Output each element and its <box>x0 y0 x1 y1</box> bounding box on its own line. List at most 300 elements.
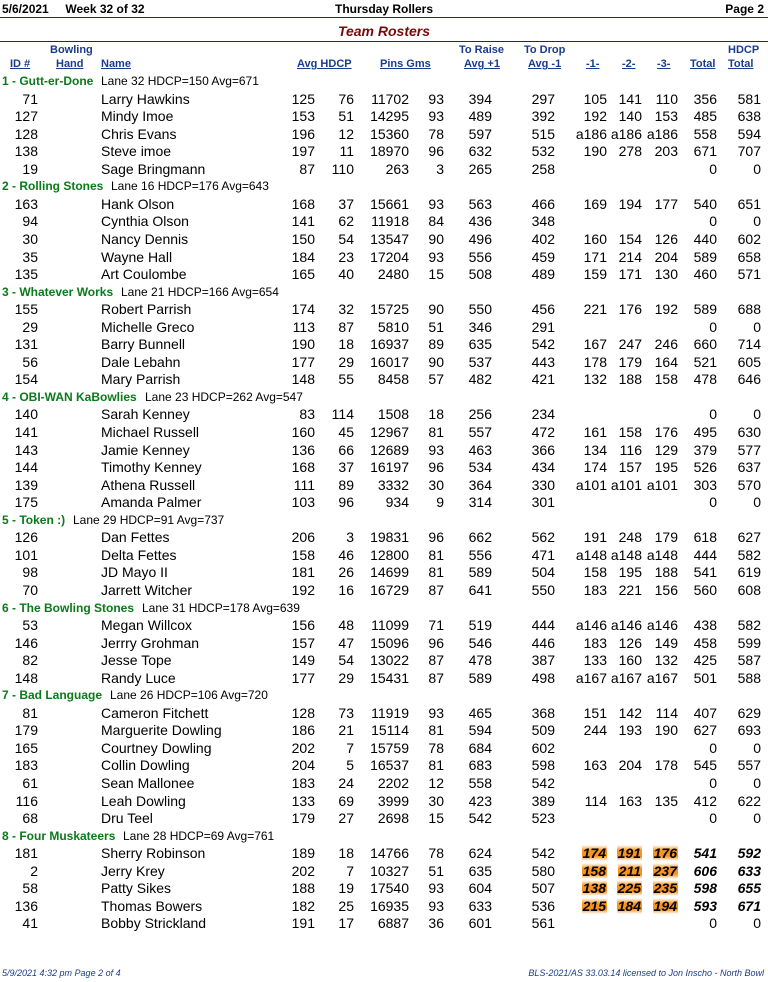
game-2: 157 <box>618 459 642 476</box>
player-row <box>0 705 768 723</box>
game-1: 192 <box>583 108 607 125</box>
hdcp-total: 637 <box>737 459 761 476</box>
player-row <box>0 845 768 863</box>
player-id: 143 <box>14 441 38 458</box>
player-pins: 15661 <box>370 195 409 212</box>
player-id: 30 <box>22 230 38 247</box>
game-1: 114 <box>584 792 607 809</box>
col-game2: -2- <box>622 58 636 70</box>
hdcp-total: 0 <box>753 318 761 335</box>
hdcp-total: 633 <box>737 862 761 879</box>
series-total: 660 <box>693 336 717 353</box>
player-avg: 181 <box>291 564 315 581</box>
player-pins: 12967 <box>370 424 409 440</box>
to-raise-avg: 633 <box>468 897 492 914</box>
player-hdcp: 19 <box>338 880 354 897</box>
team-info: Lane 21 HDCP=166 Avg=654 <box>121 284 279 299</box>
player-row <box>0 494 768 512</box>
player-pins: 11918 <box>371 213 409 230</box>
player-avg: 87 <box>299 160 315 177</box>
to-drop-avg: 421 <box>531 371 555 388</box>
player-id: 81 <box>22 704 38 721</box>
game-2: 248 <box>618 529 642 546</box>
player-name: Leah Dowling <box>101 792 186 809</box>
series-total: 444 <box>693 546 717 563</box>
player-avg: 202 <box>291 862 315 879</box>
player-avg: 168 <box>291 195 315 212</box>
hdcp-total: 0 <box>753 739 761 756</box>
to-raise-avg: 557 <box>468 424 492 440</box>
game-2: 214 <box>618 248 642 265</box>
player-avg: 189 <box>291 845 315 862</box>
player-hdcp: 54 <box>338 230 354 247</box>
team-name: 4 - OBI-WAN KaBowlies <box>2 389 137 404</box>
team-name: 6 - The Bowling Stones <box>2 600 135 615</box>
game-1: 160 <box>583 230 607 247</box>
game-3: 153 <box>654 108 678 125</box>
series-total: 0 <box>709 775 717 791</box>
team-info: Lane 31 HDCP=178 Avg=639 <box>142 600 300 615</box>
player-id: 181 <box>14 845 38 862</box>
to-drop-avg: 434 <box>531 459 555 476</box>
hdcp-total: 592 <box>737 845 761 862</box>
player-row <box>0 108 768 126</box>
player-avg: 196 <box>291 125 315 142</box>
player-avg: 133 <box>291 792 315 809</box>
player-hdcp: 114 <box>331 406 354 423</box>
to-raise-avg: 683 <box>468 757 492 774</box>
player-games: 12 <box>428 775 444 791</box>
player-games: 93 <box>428 90 444 107</box>
player-name: Delta Fettes <box>101 546 177 563</box>
player-id: 58 <box>22 880 38 897</box>
player-hdcp: 54 <box>338 652 354 669</box>
player-avg: 186 <box>291 722 315 739</box>
to-drop-avg: 389 <box>531 792 555 809</box>
player-id: 131 <box>14 336 38 353</box>
player-games: 96 <box>428 459 444 476</box>
to-raise-avg: 635 <box>468 336 492 353</box>
game-1: 178 <box>583 353 607 370</box>
to-drop-avg: 472 <box>531 424 555 440</box>
game-1 <box>573 898 607 914</box>
game-3: a167 <box>646 669 678 686</box>
player-games: 93 <box>428 441 444 458</box>
hdcp-total: 0 <box>753 160 761 177</box>
player-games: 93 <box>428 880 444 897</box>
player-id: 2 <box>30 862 38 879</box>
player-row <box>0 652 768 670</box>
to-raise-avg: 589 <box>468 564 492 581</box>
player-hdcp: 29 <box>338 353 354 370</box>
player-name: Jamie Kenney <box>101 441 190 458</box>
player-row <box>0 459 768 477</box>
player-avg: 148 <box>291 371 315 388</box>
player-hdcp: 40 <box>338 266 354 283</box>
game-3: 129 <box>654 441 678 458</box>
highlighted-score: 225 <box>617 880 641 897</box>
to-raise-avg: 519 <box>468 617 492 634</box>
player-name: Chris Evans <box>101 125 177 142</box>
game-2: 140 <box>618 108 642 125</box>
league-name: Thursday Rollers <box>334 2 434 16</box>
to-drop-avg: 444 <box>531 617 555 634</box>
player-pins: 2698 <box>377 810 409 827</box>
hdcp-total: 582 <box>737 546 761 563</box>
to-drop-avg: 330 <box>531 476 555 493</box>
game-2: 171 <box>618 266 642 283</box>
hdcp-total: 581 <box>737 90 761 107</box>
player-games: 36 <box>428 915 444 932</box>
player-pins: 934 <box>385 494 409 511</box>
game-2: a186 <box>610 125 642 142</box>
team-name: 1 - Gutt-er-Done <box>2 74 94 88</box>
series-total: 458 <box>693 634 717 651</box>
player-avg: 157 <box>291 634 315 651</box>
player-row <box>0 722 768 740</box>
col-hdcp-total: Total <box>728 58 754 70</box>
to-raise-avg: 542 <box>468 810 492 827</box>
player-hdcp: 17 <box>338 915 354 932</box>
player-row <box>0 143 768 161</box>
player-pins: 14295 <box>370 108 409 125</box>
game-1: 190 <box>583 143 607 160</box>
hdcp-total: 671 <box>737 897 761 914</box>
team-info: Lane 28 HDCP=69 Avg=761 <box>123 828 275 843</box>
game-1: 244 <box>583 722 607 739</box>
player-games: 78 <box>428 739 444 756</box>
game-3: 164 <box>654 353 678 370</box>
team-info: Lane 23 HDCP=262 Avg=547 <box>145 389 303 404</box>
player-id: 128 <box>14 125 38 142</box>
player-pins: 13547 <box>370 230 409 247</box>
game-1: 221 <box>583 301 607 318</box>
series-total: 0 <box>709 494 717 511</box>
player-name: Sarah Kenney <box>101 406 190 423</box>
player-avg: 150 <box>291 230 315 247</box>
series-total: 0 <box>709 915 717 932</box>
game-2: 176 <box>618 301 642 318</box>
player-row <box>0 249 768 267</box>
player-row <box>0 775 768 793</box>
series-total: 0 <box>709 406 717 423</box>
to-drop-avg: 387 <box>531 652 555 669</box>
player-pins: 3332 <box>377 476 409 493</box>
game-1: a167 <box>575 669 607 686</box>
hdcp-total: 629 <box>737 704 761 721</box>
player-games: 30 <box>428 792 444 809</box>
series-total: 541 <box>693 564 717 581</box>
series-total: 526 <box>693 459 717 476</box>
game-2: 247 <box>618 336 642 353</box>
game-2: a101 <box>610 476 642 493</box>
to-drop-avg: 466 <box>531 195 555 212</box>
to-drop-avg: 456 <box>531 301 555 318</box>
player-avg: 156 <box>291 617 315 634</box>
player-name: Randy Luce <box>101 669 176 686</box>
player-row <box>0 319 768 337</box>
player-pins: 16197 <box>370 459 409 476</box>
to-drop-avg: 498 <box>531 669 555 686</box>
game-2: 204 <box>618 757 642 774</box>
player-hdcp: 27 <box>338 810 354 827</box>
game-1: 105 <box>583 90 607 107</box>
player-id: 127 <box>14 108 38 125</box>
player-row <box>0 301 768 319</box>
to-drop-avg: 402 <box>531 230 555 247</box>
player-avg: 141 <box>291 213 315 230</box>
player-pins: 15759 <box>370 739 409 756</box>
game-2: 179 <box>618 353 642 370</box>
player-row <box>0 336 768 354</box>
player-games: 78 <box>428 845 444 862</box>
team-name: 2 - Rolling Stones <box>2 179 104 194</box>
player-games: 81 <box>428 546 444 563</box>
player-id: 29 <box>22 318 38 335</box>
player-hdcp: 69 <box>338 792 354 809</box>
player-row <box>0 371 768 389</box>
player-name: Bobby Strickland <box>101 915 207 932</box>
player-games: 93 <box>428 195 444 212</box>
player-pins: 15114 <box>371 722 409 739</box>
hdcp-total: 655 <box>737 880 761 897</box>
to-drop-avg: 509 <box>531 722 555 739</box>
to-raise-avg: 394 <box>468 90 492 107</box>
player-hdcp: 16 <box>338 581 354 598</box>
player-name: Jerrry Grohman <box>101 634 200 651</box>
team-header <box>0 687 768 705</box>
player-row <box>0 880 768 898</box>
player-avg: 113 <box>292 318 315 335</box>
player-id: 154 <box>14 371 38 388</box>
player-row <box>0 863 768 881</box>
player-row <box>0 442 768 460</box>
to-drop-avg: 504 <box>531 564 555 581</box>
player-games: 96 <box>428 634 444 651</box>
player-row <box>0 740 768 758</box>
to-raise-avg: 635 <box>468 862 492 879</box>
player-avg: 179 <box>291 810 315 827</box>
player-hdcp: 89 <box>338 476 354 493</box>
series-total: 589 <box>693 248 717 265</box>
to-raise-avg: 489 <box>468 108 492 125</box>
player-hdcp: 46 <box>338 546 354 563</box>
highlighted-score: 235 <box>653 880 677 897</box>
player-pins: 3999 <box>377 792 409 809</box>
game-3: 149 <box>654 634 678 651</box>
player-row <box>0 915 768 933</box>
hdcp-total: 577 <box>737 441 761 458</box>
player-row <box>0 810 768 828</box>
hdcp-total: 588 <box>737 669 761 686</box>
player-name: Steve imoe <box>101 143 172 160</box>
hdcp-total: 651 <box>737 195 761 212</box>
hdcp-total: 582 <box>737 617 761 634</box>
hdcp-total: 688 <box>737 301 761 318</box>
player-games: 87 <box>428 652 444 669</box>
team-header <box>0 284 768 302</box>
header-rule <box>0 17 768 18</box>
series-total: 627 <box>693 722 717 739</box>
series-total: 558 <box>693 125 717 142</box>
player-pins: 19831 <box>370 529 409 546</box>
player-name: Jarrett Witcher <box>101 581 193 598</box>
player-name: Sherry Robinson <box>101 845 206 862</box>
player-id: 146 <box>14 634 38 651</box>
series-total: 440 <box>693 230 717 247</box>
game-2: 154 <box>618 230 642 247</box>
player-row <box>0 406 768 424</box>
player-id: 53 <box>22 617 38 634</box>
player-id: 70 <box>22 581 38 598</box>
player-name: Mary Parrish <box>101 371 181 388</box>
player-name: Timothy Kenney <box>101 459 202 476</box>
to-drop-avg: 489 <box>531 266 555 283</box>
game-3: 190 <box>654 722 678 739</box>
player-name: Cameron Fitchett <box>101 704 209 721</box>
series-total: 425 <box>693 652 717 669</box>
player-name: Sean Mallonee <box>101 775 195 791</box>
team-header <box>0 828 768 846</box>
game-1 <box>573 863 607 879</box>
player-pins: 11702 <box>371 90 409 107</box>
player-id: 138 <box>14 143 38 160</box>
game-3: 178 <box>654 757 678 774</box>
player-row <box>0 213 768 231</box>
player-hdcp: 5 <box>346 757 354 774</box>
hdcp-total: 602 <box>737 230 761 247</box>
player-id: 126 <box>14 529 38 546</box>
player-pins: 11919 <box>371 704 409 721</box>
player-games: 3 <box>436 160 444 177</box>
highlighted-score: 158 <box>582 862 606 879</box>
player-name: Wayne Hall <box>101 248 173 265</box>
player-row <box>0 582 768 600</box>
col-bowling: Bowling <box>50 44 93 56</box>
player-pins: 12689 <box>370 441 409 458</box>
hdcp-total: 587 <box>737 652 761 669</box>
player-avg: 174 <box>291 301 315 318</box>
series-total: 478 <box>693 371 717 388</box>
player-id: 35 <box>22 248 38 265</box>
player-avg: 182 <box>291 897 315 914</box>
to-raise-avg: 496 <box>468 230 492 247</box>
player-hdcp: 23 <box>338 248 354 265</box>
team-name: 5 - Token :) <box>2 512 66 527</box>
player-games: 81 <box>428 722 444 739</box>
team-info: Lane 32 HDCP=150 Avg=671 <box>101 74 259 88</box>
to-raise-avg: 597 <box>468 125 492 142</box>
to-drop-avg: 602 <box>531 739 555 756</box>
series-total: 407 <box>693 704 717 721</box>
player-pins: 16017 <box>370 353 409 370</box>
to-drop-avg: 580 <box>531 862 555 879</box>
player-games: 18 <box>428 406 444 423</box>
player-pins: 8458 <box>377 371 409 388</box>
game-3 <box>646 845 678 861</box>
to-drop-avg: 459 <box>531 248 555 265</box>
game-1: 183 <box>583 581 607 598</box>
column-headers <box>0 44 768 74</box>
series-total: 545 <box>693 757 717 774</box>
player-pins: 16937 <box>370 336 409 353</box>
player-games: 93 <box>428 704 444 721</box>
player-name: Dale Lebahn <box>101 353 181 370</box>
series-total: 598 <box>693 880 717 897</box>
player-id: 101 <box>14 546 38 563</box>
player-pins: 5810 <box>377 318 409 335</box>
player-hdcp: 29 <box>338 669 354 686</box>
player-pins: 1508 <box>377 406 409 423</box>
player-id: 163 <box>14 195 38 212</box>
game-3: 179 <box>654 529 678 546</box>
player-pins: 2202 <box>377 775 409 791</box>
player-pins: 263 <box>385 160 409 177</box>
report-header <box>0 0 768 17</box>
to-raise-avg: 563 <box>468 195 492 212</box>
player-games: 81 <box>428 757 444 774</box>
player-hdcp: 55 <box>338 371 354 388</box>
col-to-raise: To Raise <box>459 44 505 56</box>
game-1: 183 <box>583 634 607 651</box>
player-row <box>0 91 768 109</box>
player-hdcp: 11 <box>339 143 354 160</box>
to-raise-avg: 346 <box>468 318 492 335</box>
to-drop-avg: 507 <box>531 880 555 897</box>
player-hdcp: 51 <box>338 108 354 125</box>
player-games: 90 <box>428 301 444 318</box>
to-drop-avg: 301 <box>531 494 555 511</box>
col-total: Total <box>690 58 716 70</box>
hdcp-total: 594 <box>737 125 761 142</box>
to-drop-avg: 561 <box>531 915 555 932</box>
to-drop-avg: 446 <box>531 634 555 651</box>
player-games: 90 <box>428 230 444 247</box>
player-games: 87 <box>428 669 444 686</box>
col-game1: -1- <box>586 58 600 70</box>
player-id: 98 <box>22 564 38 581</box>
series-total: 438 <box>693 617 717 634</box>
game-3: 204 <box>654 248 678 265</box>
player-id: 139 <box>14 476 38 493</box>
player-pins: 6887 <box>377 915 409 932</box>
player-id: 165 <box>14 739 38 756</box>
player-pins: 17540 <box>370 880 409 897</box>
series-total: 0 <box>709 213 717 230</box>
team-header <box>0 512 768 530</box>
highlighted-score: 215 <box>582 897 606 914</box>
player-name: Athena Russell <box>101 476 196 493</box>
game-2: 160 <box>618 652 642 669</box>
player-avg: 128 <box>291 704 315 721</box>
to-drop-avg: 515 <box>531 125 555 142</box>
to-raise-avg: 256 <box>468 406 492 423</box>
to-raise-avg: 641 <box>468 581 492 598</box>
player-avg: 103 <box>291 494 315 511</box>
player-id: 82 <box>22 652 38 669</box>
player-id: 61 <box>22 775 38 791</box>
highlighted-score: 174 <box>582 845 606 862</box>
report-date: 5/6/2021 Week 32 of 32 <box>2 2 145 16</box>
hdcp-total: 638 <box>737 108 761 125</box>
highlighted-score: 176 <box>653 845 677 862</box>
hdcp-total: 714 <box>737 336 761 353</box>
col-to-drop: To Drop <box>524 44 566 56</box>
game-2 <box>610 880 642 896</box>
to-raise-avg: 508 <box>468 266 492 283</box>
series-total: 606 <box>693 862 717 879</box>
to-raise-avg: 364 <box>468 476 492 493</box>
